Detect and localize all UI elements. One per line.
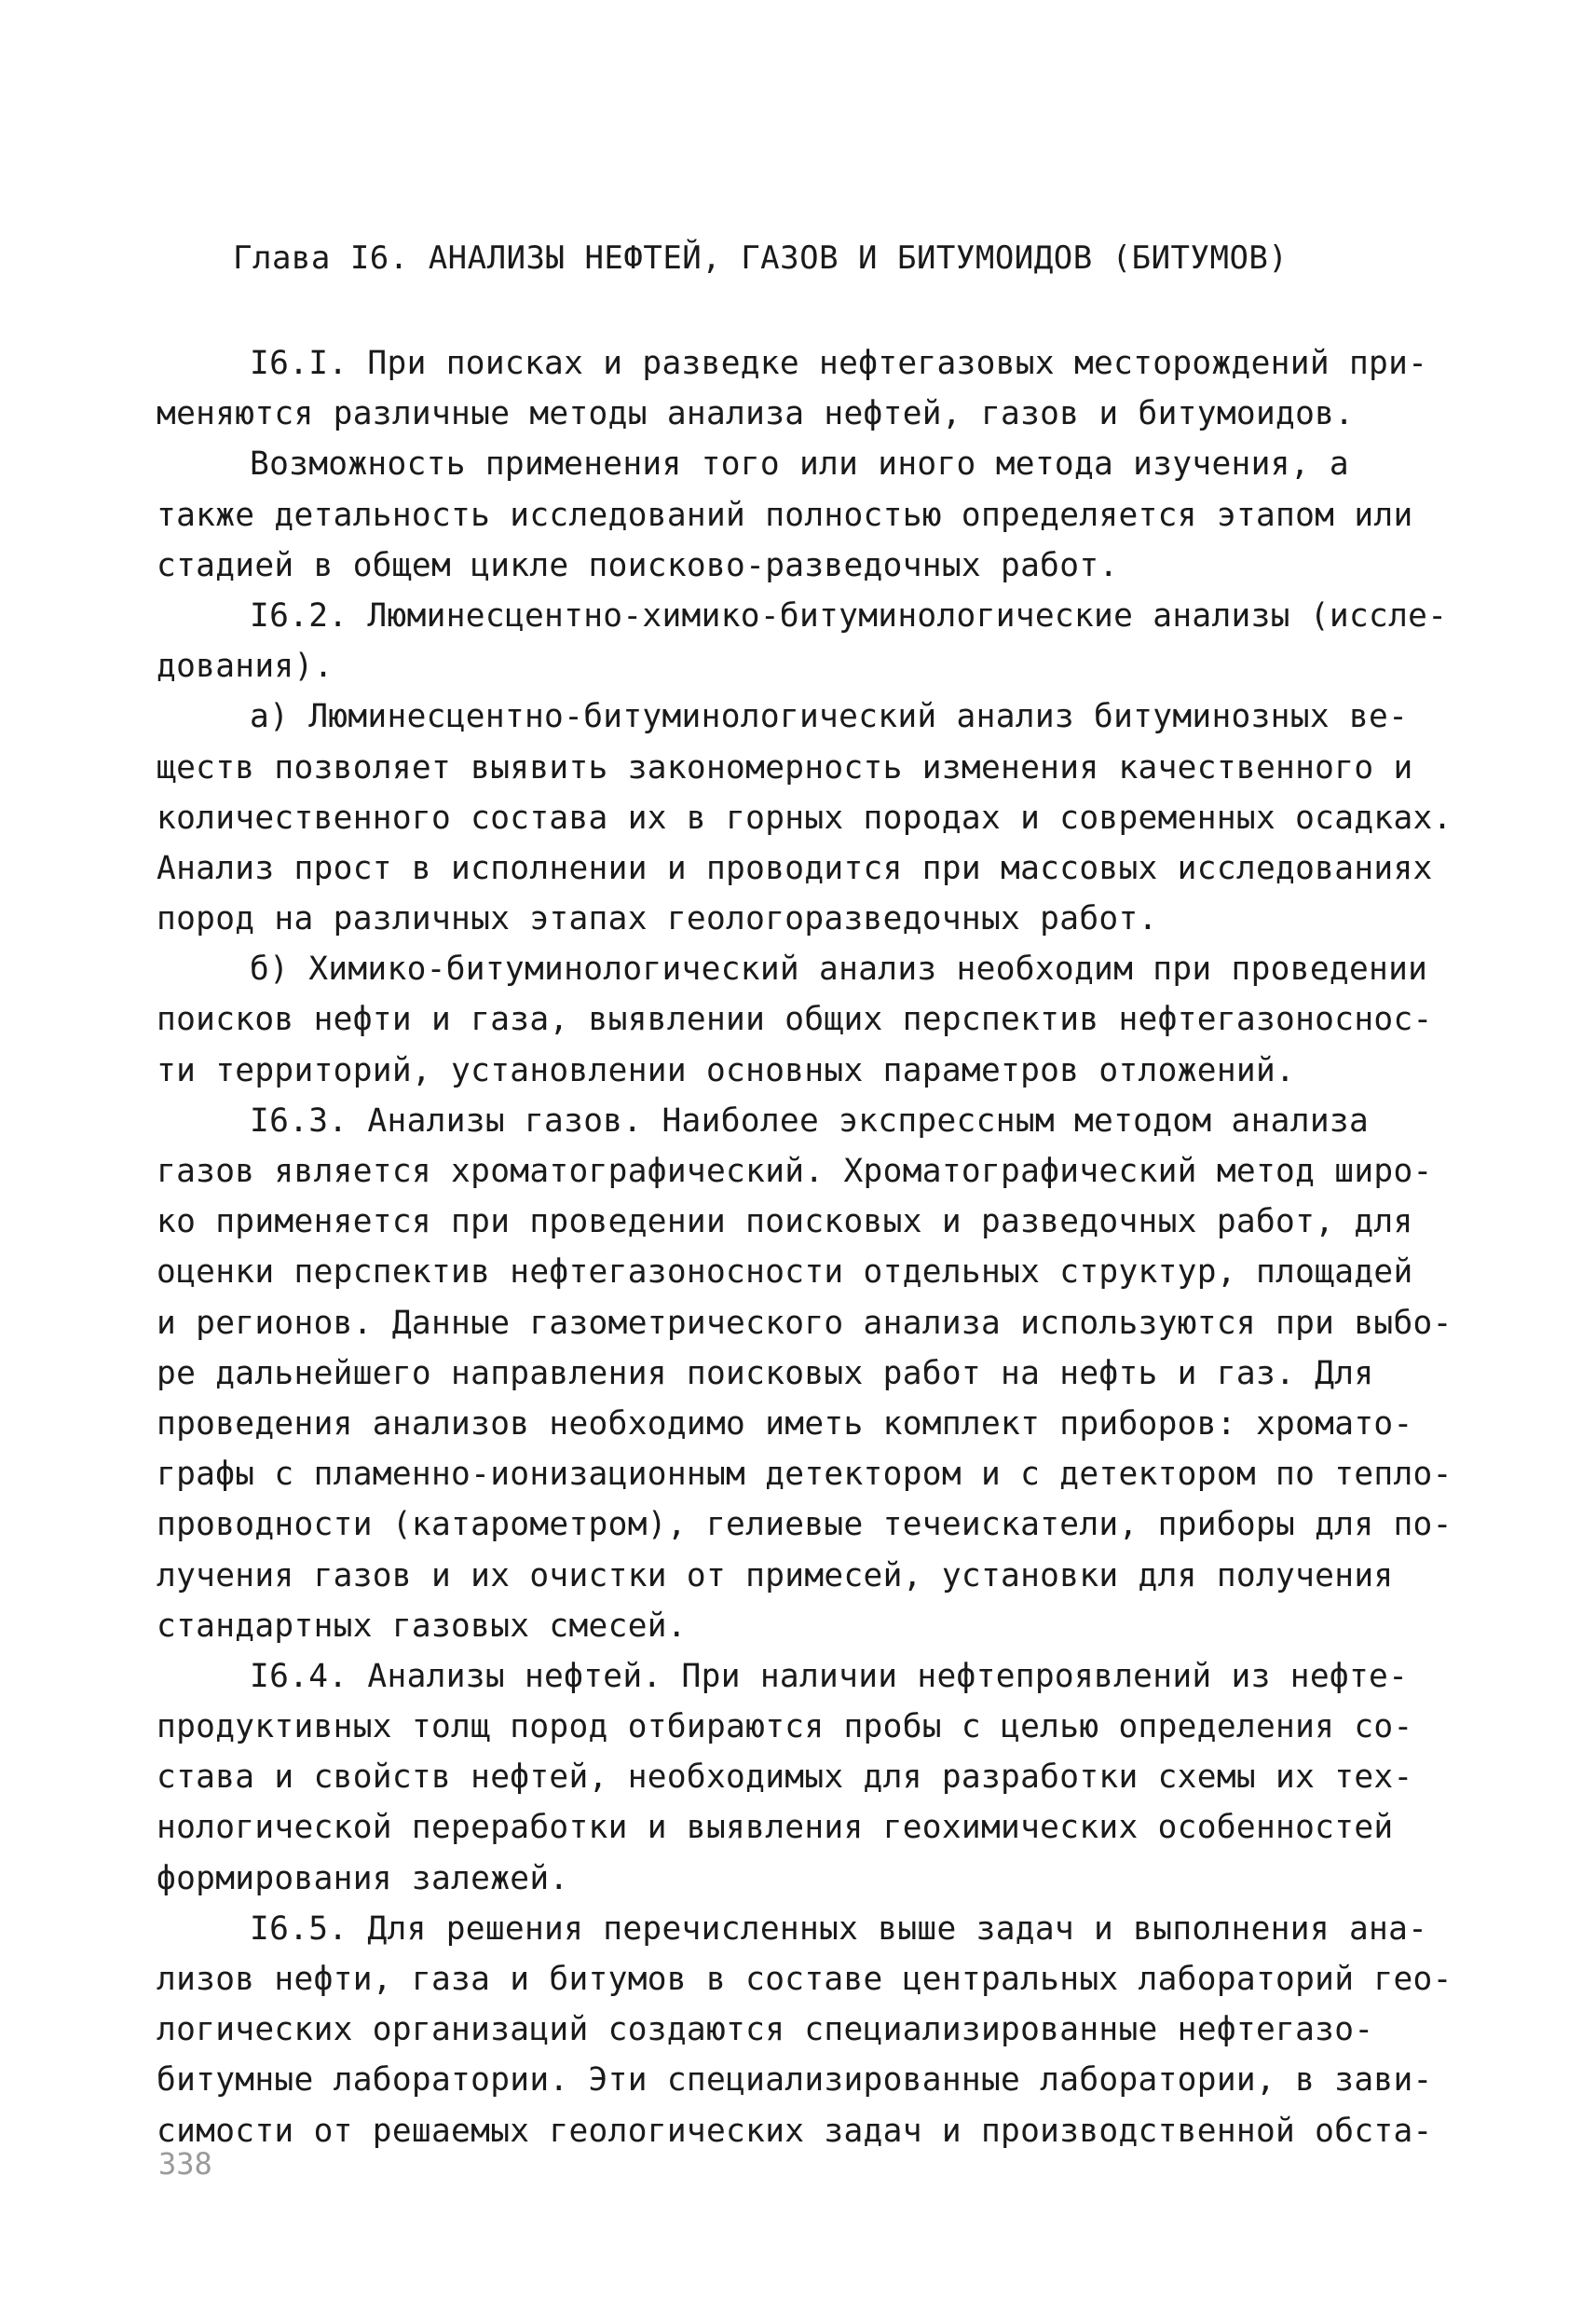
text-line: меняются различные методы анализа нефтей, газов и битумоидов. xyxy=(157,395,1355,433)
text-line: ти территорий, установлении основных параметров отложений. xyxy=(157,1051,1296,1089)
text-line: дования). xyxy=(157,648,334,686)
text-line: симости от решаемых геологических задач и производственной обста- xyxy=(157,2112,1433,2150)
text-line: нологической переработки и выявления геохимических особенностей xyxy=(157,1809,1394,1847)
text-line: става и свойств нефтей, необходимых для разработки схемы их тех- xyxy=(157,1758,1413,1797)
text-line: ко применяется при проведении поисковых и разведочных работ, для xyxy=(157,1203,1413,1241)
text-line: также детальность исследований полностью определяется этапом или xyxy=(157,496,1413,534)
text-line: Анализ прост в исполнении и проводится при массовых исследованиях xyxy=(157,849,1433,887)
text-line: оценки перспектив нефтегазоносности отдельных структур, площадей xyxy=(157,1253,1413,1292)
text-line: ре дальнейшего направления поисковых работ на нефть и газ. Для xyxy=(157,1354,1374,1392)
text-line: продуктивных толщ пород отбираются пробы с целью определения со- xyxy=(157,1708,1413,1746)
text-line: I6.4. Анализы нефтей. При наличии нефтепроявлений из нефте- xyxy=(250,1657,1409,1695)
text-line: газов является хроматографический. Хроматографический метод широ- xyxy=(157,1153,1433,1190)
text-line: лизов нефти, газа и битумов в составе центральных лабораторий гео- xyxy=(157,1961,1453,1998)
text-line: стандартных газовых смесей. xyxy=(157,1607,687,1645)
page-number: 338 xyxy=(158,2146,212,2182)
body-text xyxy=(157,338,1461,2156)
text-line: б) Химико-битуминологический анализ необходим при проведении xyxy=(250,951,1428,989)
text-line: ществ позволяет выявить закономерность изменения качественного и xyxy=(157,748,1413,787)
text-line: битумные лаборатории. Эти специализированные лаборатории, в зави- xyxy=(157,2061,1433,2100)
text-line: I6.5. Для решения перечисленных выше задач и выполнения ана- xyxy=(250,1909,1428,1948)
text-line: пород на различных этапах геологоразведочных работ. xyxy=(157,900,1158,938)
text-line: а) Люминесцентно-битуминологический анализ битуминозных ве- xyxy=(250,698,1409,736)
text-line: проводности (катарометром), гелиевые течеискатели, приборы для по- xyxy=(157,1506,1453,1544)
text-line: I6.I. При поисках и разведке нефтегазовых месторождений при- xyxy=(250,345,1428,382)
text-line: проведения анализов необходимо иметь комплект приборов: хромато- xyxy=(157,1404,1413,1443)
chapter-title: Глава I6. АНАЛИЗЫ НЕФТЕЙ, ГАЗОВ И БИТУМОИДОВ (БИТУМОВ) xyxy=(233,239,1289,277)
text-line: количественного состава их в горных породах и современных осадках. xyxy=(157,799,1453,837)
text-line: формирования залежей. xyxy=(157,1859,569,1897)
text-line: стадией в общем цикле поисково-разведочных работ. xyxy=(157,546,1119,584)
text-line: I6.3. Анализы газов. Наиболее экспрессным методом анализа xyxy=(250,1101,1370,1140)
text-line: графы с пламенно-ионизационным детектором и с детектором по тепло- xyxy=(157,1456,1453,1494)
text-line: и регионов. Данные газометрического анализа используются при выбо- xyxy=(157,1304,1453,1342)
text-line: I6.2. Люминесцентно-химико-битуминологические анализы (иссле- xyxy=(250,596,1448,635)
text-line: логических организаций создаются специализированные нефтегазо- xyxy=(157,2011,1374,2049)
text-line: лучения газов и их очистки от примесей, установки для получения xyxy=(157,1556,1394,1594)
text-line: поисков нефти и газа, выявлении общих перспектив нефтегазоноснос- xyxy=(157,1001,1433,1039)
text-line: Возможность применения того или иного метода изучения, а xyxy=(250,445,1349,484)
